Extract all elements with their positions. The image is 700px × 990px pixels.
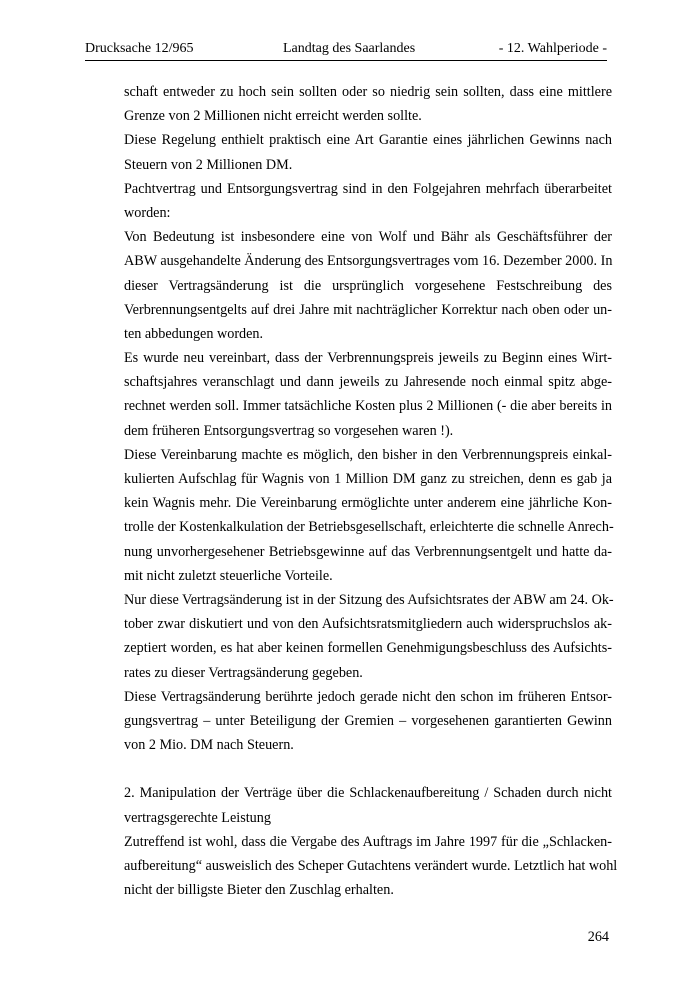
text-line: zeptiert worden, es hat aber keinen formellen Genehmigungsbeschluss des Aufsichts- bbox=[124, 640, 612, 657]
text-line: Diese Regelung enthielt praktisch eine Art Garantie eines jährlichen Gewinns nach bbox=[124, 132, 612, 149]
text-line: dem früheren Entsorgungsvertrag so vorgesehen waren !). bbox=[124, 422, 454, 439]
text-line: rates zu dieser Vertragsänderung gegeben. bbox=[124, 664, 363, 681]
text-line: dieser Vertragsänderung ist die ursprünglich vorgesehene Festschreibung des bbox=[124, 277, 612, 294]
text-line: nung unvorhergesehener Betriebsgewinne auf das Verbrennungsentgelt und hatte da- bbox=[124, 543, 612, 560]
text-line: Steuern von 2 Millionen DM. bbox=[124, 156, 293, 173]
body-text bbox=[124, 80, 618, 902]
text-line: Nur diese Vertragsänderung ist in der Sitzung des Aufsichtsrates der ABW am 24. Ok- bbox=[124, 591, 614, 608]
text-line: gungsvertrag – unter Beteiligung der Gremien – vorgesehenen garantierten Gewinn bbox=[124, 712, 612, 729]
text-line: worden: bbox=[124, 204, 171, 221]
text-line: trolle der Kostenkalkulation der Betriebsgesellschaft, erleichterte die schnelle Anrech- bbox=[124, 519, 614, 536]
text-line: schaftsjahres veranschlagt und dann jeweils zu Jahresende noch einmal spitz abge- bbox=[124, 374, 612, 391]
text-line: Pachtvertrag und Entsorgungsvertrag sind in den Folgejahren mehrfach überarbeitet bbox=[124, 180, 612, 197]
text-line: mit nicht zuletzt steuerliche Vorteile. bbox=[124, 567, 333, 584]
section-heading-line: vertragsgerechte Leistung bbox=[124, 809, 271, 826]
text-line: von 2 Mio. DM nach Steuern. bbox=[124, 737, 294, 754]
legislative-period: - 12. Wahlperiode - bbox=[498, 41, 607, 56]
text-line: Es wurde neu vereinbart, dass der Verbrennungspreis jeweils zu Beginn eines Wirt- bbox=[124, 350, 612, 367]
text-line: tober zwar diskutiert und von den Aufsichtsratsmitgliedern auch widerspruchslos ak- bbox=[124, 616, 612, 633]
text-line: Grenze von 2 Millionen nicht erreicht werden sollte. bbox=[124, 108, 422, 125]
text-line: aufbereitung“ ausweislich des Scheper Gutachtens verändert wurde. Letztlich hat wohl bbox=[124, 858, 618, 874]
text-line: rechnet werden soll. Immer tatsächliche Kosten plus 2 Millionen (- die aber bereits in bbox=[124, 398, 612, 415]
text-line: Von Bedeutung ist insbesondere eine von Wolf und Bähr als Geschäftsführer der bbox=[124, 229, 612, 246]
page-header bbox=[85, 40, 607, 61]
section-heading-line: 2. Manipulation der Verträge über die Schlackenaufbereitung / Schaden durch nicht bbox=[124, 785, 612, 802]
text-line: kulierten Aufschlag für Wagnis von 1 Million DM ganz zu streichen, denn es gab ja bbox=[124, 471, 612, 487]
text-line: ABW ausgehandelte Änderung des Entsorgungsvertrages vom 16. Dezember 2000. In bbox=[124, 253, 613, 270]
document-number: Drucksache 12/965 bbox=[85, 41, 194, 56]
text-line: Zutreffend ist wohl, dass die Vergabe des Auftrags im Jahre 1997 für die „Schlacken- bbox=[124, 833, 612, 850]
text-line: Diese Vereinbarung machte es möglich, den bisher in den Verbrennungspreis einkal- bbox=[124, 446, 612, 463]
parliament-name: Landtag des Saarlandes bbox=[283, 41, 416, 56]
page-number: 264 bbox=[587, 929, 609, 945]
text-line: Diese Vertragsänderung berührte jedoch gerade nicht den schon im früheren Entsor- bbox=[124, 688, 612, 705]
text-line: schaft entweder zu hoch sein sollten oder so niedrig sein sollten, dass eine mittlere bbox=[124, 84, 612, 100]
text-line: nicht der billigste Bieter den Zuschlag erhalten. bbox=[124, 882, 394, 899]
paragraph-spacer bbox=[124, 757, 612, 781]
text-line: kein Wagnis mehr. Die Vereinbarung ermöglichte unter anderem eine jährliche Kon- bbox=[124, 495, 612, 512]
text-line: Verbrennungsentgelts auf drei Jahre mit nachträglicher Korrektur nach oben oder un- bbox=[124, 301, 612, 318]
text-line: ten abbedungen worden. bbox=[124, 325, 264, 342]
